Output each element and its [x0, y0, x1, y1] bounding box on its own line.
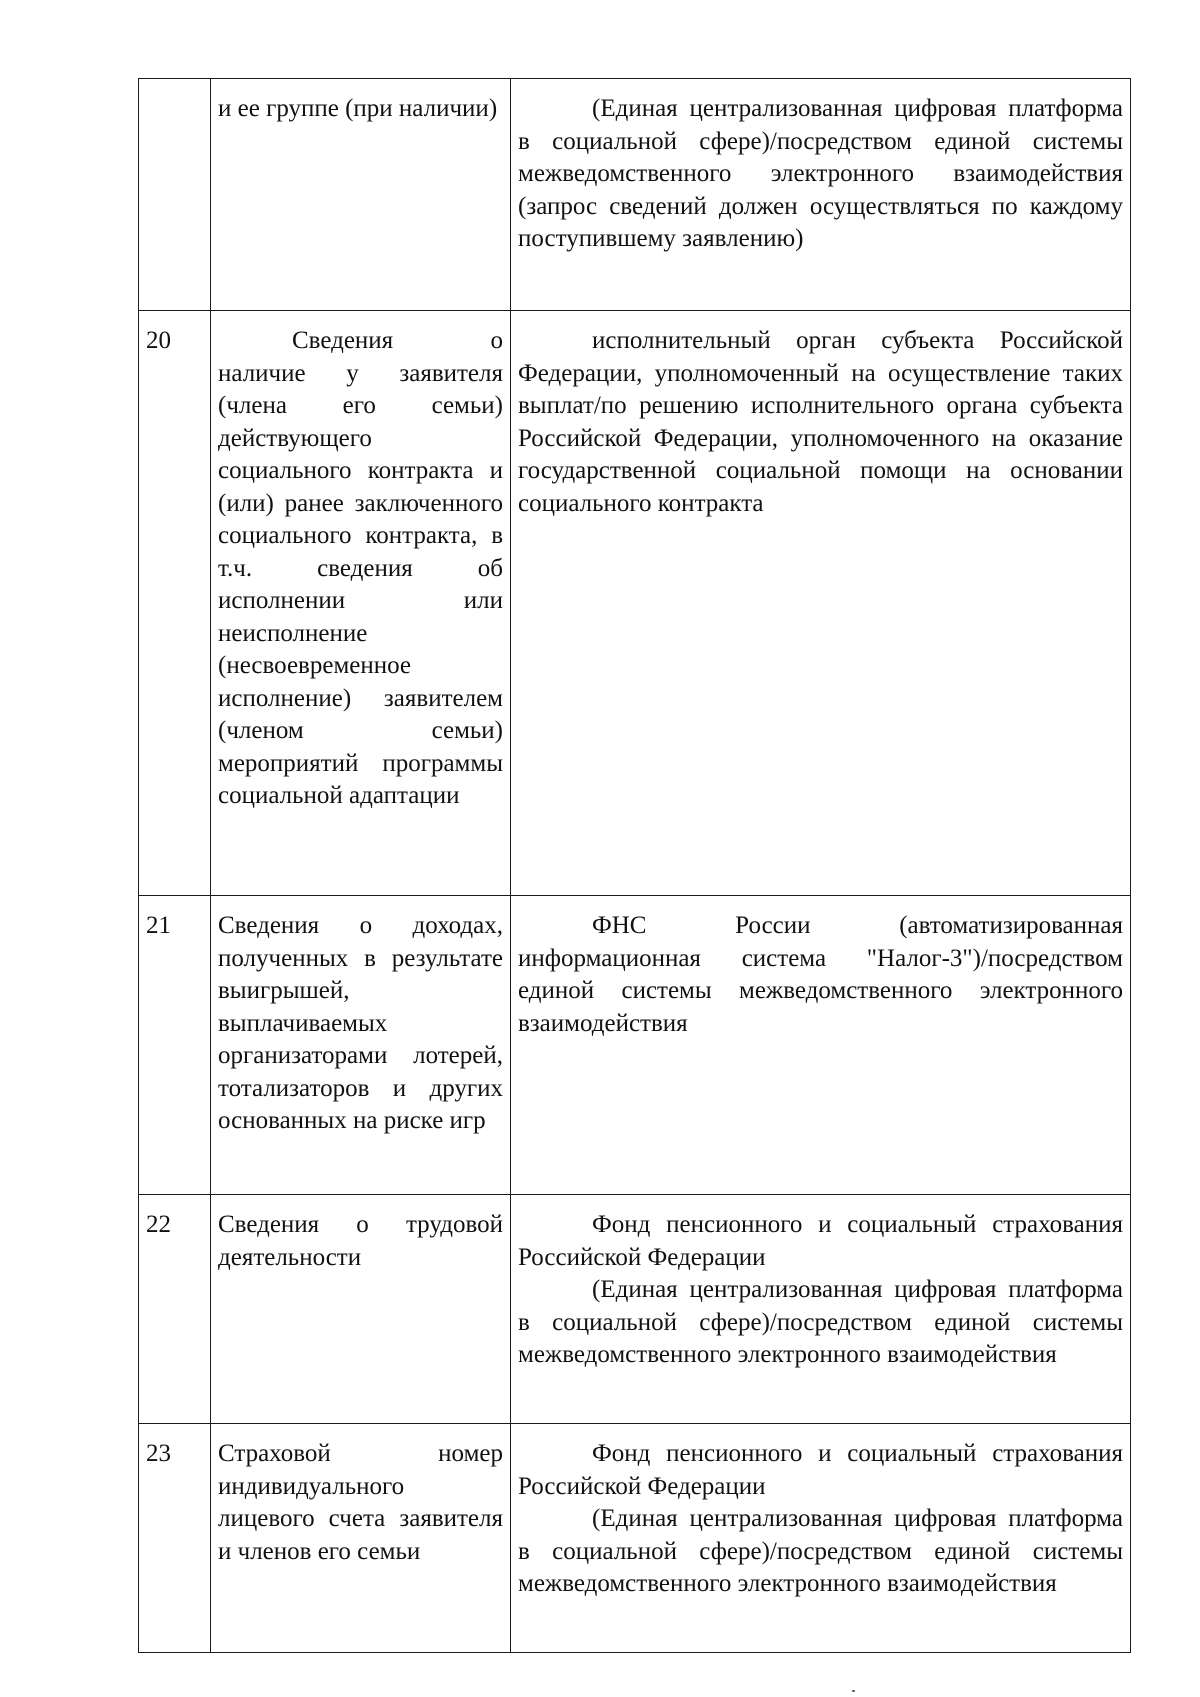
table-row-20: [139, 311, 1131, 896]
row-number: 22: [146, 1211, 171, 1238]
row-description: Сведения о трудовой деятельности: [218, 1211, 503, 1271]
row-description-cell: [211, 1195, 511, 1424]
row-description-cell: [211, 896, 511, 1195]
row-description-cell: [211, 1424, 511, 1653]
row-number-cell: [139, 79, 211, 311]
row-source-paragraph: исполнительный орган субъекта Российской Федерации, уполномоченный на осуществление таких выплат/по решению исполнительного органа субъекта Российской Федерации, уполномоченного на оказание государственной социальной помощи на основании социального контракта: [518, 327, 1123, 517]
row-number-cell: [139, 896, 211, 1195]
data-sources-table: [138, 78, 1131, 1653]
table-row-continuation: [139, 79, 1131, 311]
row-source-cell: [511, 311, 1131, 896]
row-source-cell: [511, 1195, 1131, 1424]
row-number: 23: [146, 1440, 171, 1467]
row-number: 21: [146, 912, 171, 939]
table-row-23: [139, 1424, 1131, 1653]
row-number-cell: [139, 1195, 211, 1424]
row-source-cell: [511, 896, 1131, 1195]
row-source-paragraph: ФНС России (автоматизированная информационная система "Налог-3")/посредством единой системы межведомственного электронного взаимодействия: [518, 912, 1123, 1037]
row-source-paragraph: (Единая централизованная цифровая платформа в социальной сфере)/посредством единой системы межведомственного электронного взаимодействия (запрос сведений должен осуществляться по каждому поступившему заявлению): [518, 95, 1123, 252]
row-number-cell: [139, 311, 211, 896]
row-description: Сведения о доходах, полученных в результате выигрышей, выплачиваемых организаторами лотерей, тотализаторов и других основанных на риске игр: [218, 912, 503, 1134]
table-row-21: [139, 896, 1131, 1195]
row-source-paragraph: (Единая централизованная цифровая платформа в социальной сфере)/посредством единой системы межведомственного электронного взаимодействия: [518, 1505, 1123, 1597]
row-description: и ее группе (при наличии): [218, 95, 498, 122]
row-source-cell: [511, 79, 1131, 311]
row-source-cell: [511, 1424, 1131, 1653]
row-number-cell: [139, 1424, 211, 1653]
row-source-paragraph: Фонд пенсионного и социальный страхования Российской Федерации: [518, 1440, 1123, 1500]
row-description: Страховой номер индивидуального лицевого счета заявителя и членов его семьи: [218, 1440, 503, 1565]
scan-speck: [852, 1690, 855, 1692]
row-source-paragraph: (Единая централизованная цифровая платформа в социальной сфере)/посредством единой системы межведомственного электронного взаимодействия: [518, 1276, 1123, 1368]
row-source-paragraph: Фонд пенсионного и социальный страхования Российской Федерации: [518, 1211, 1123, 1271]
row-description-cell: [211, 79, 511, 311]
row-number: 20: [146, 327, 171, 354]
row-description-cell: [211, 311, 511, 896]
table-row-22: [139, 1195, 1131, 1424]
row-description: Сведения о наличие у заявителя (члена его семьи) действующего социального контракта и (или) ранее заключенного социального контракта, в т.ч. сведения об исполнении или неисполнение (несвоевременное исполнение) заявителем (членом семьи) мероприятий программы социальной адаптации: [218, 327, 503, 809]
